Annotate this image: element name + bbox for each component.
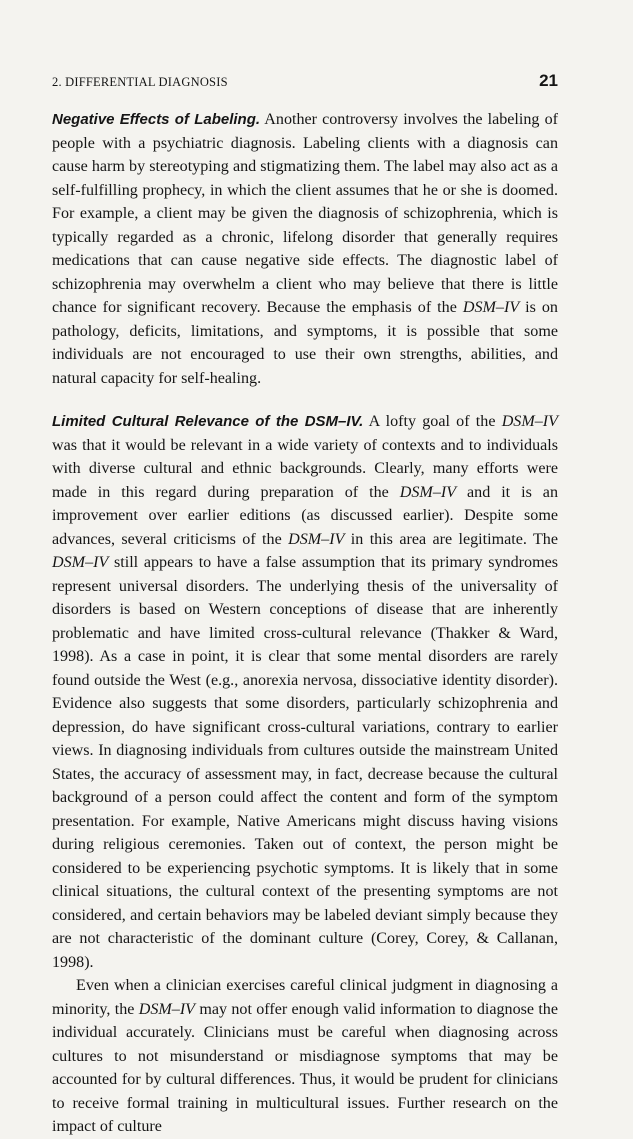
section-heading: Negative Effects of Labeling.: [52, 111, 261, 128]
paragraph-labeling: [52, 108, 558, 390]
paragraph-text: still appears to have a false assumption that its primary syndromes represent universal disorders. The underlying thesis of the universality of disorders is based on Western conceptions of disease that are inherently problematic and have limited cross-cultural relevance (Thakker & Ward, 1998). As a case in point, it is clear that some mental disorders are rarely found outside the West (e.g., anorexia nervosa, dissociative identity disorder). Evidence also suggests that some disorders, particularly schizophrenia and depression, do have significant cross-cultural variations, contrary to earlier views. In diagnosing individuals from cultures outside the mainstream United States, the accuracy of assessment may, in fact, decrease because the cultural background of a person could affect the content and form of the symptom presentation. For example, Native Americans might discuss having visions during religious ceremonies. Taken out of context, the person might be considered to be experiencing psychotic symptoms. It is likely that in some clinical situations, the cultural context of the presenting symptoms are not considered, and certain behaviors may be labeled deviant simply because they are not characteristic of the dominant culture (Corey, Corey, & Callanan, 1998).: [52, 554, 558, 971]
paragraph-cultural-relevance: [52, 410, 558, 974]
section-heading: Limited Cultural Relevance of the DSM–IV.: [52, 413, 364, 430]
paragraph-text: Even when a clinician exercises careful clinical judgment in diagnosing a minority, the: [52, 977, 558, 1018]
paragraph-text: may not offer enough valid information to diagnose the individual accurately. Clinicians must be careful when diagnosing across cultures to not misunderstand or misdiagnose symptoms that may be accounted for by cultural differences. Thus, it would be prudent for clinicians to receive formal training in multicultural issues. Further research on the impact of culture: [52, 1000, 558, 1135]
paragraph-text: was that it would be relevant in a wide variety of contexts and to individuals with diverse cultural and ethnic backgrounds. Clearly, many efforts were made in this regard during preparation of the: [52, 436, 558, 501]
paragraph-text: and it is an improvement over earlier editions (as discussed earlier). Despite some advances, several criticisms of the: [52, 483, 558, 548]
paragraph-text: is on pathology, deficits, limitations, and symptoms, it is possible that some individuals are not encouraged to use their own strengths, abilities, and natural capacity for self-healing.: [52, 299, 558, 387]
paragraph-text: A lofty goal of the: [363, 413, 502, 430]
paragraph-text: Another controversy involves the labeling of people with a psychiatric diagnosis. Labeling clients with a diagnosis can cause harm by stereotyping and stigmatizing them. The label may also act as a self-fulfilling prophecy, in which the client assumes that he or she is doomed. For example, a client may be given the diagnosis of schizophrenia, which is typically regarded as a chronic, lifelong disorder that generally requires medications that can cause negative side effects. The diagnostic label of schizophrenia may overwhelm a client who may believe that there is little chance for significant recovery. Because the emphasis of the: [52, 111, 558, 316]
body-text: [52, 108, 558, 1139]
italic-term: DSM–IV: [138, 1000, 196, 1018]
paragraph-clinician-judgment: [52, 974, 558, 1139]
paragraph-text: in this area are legitimate. The: [344, 530, 558, 548]
italic-term: DSM–IV: [501, 413, 558, 430]
page-number: 21: [539, 71, 558, 90]
chapter-title: 2. DIFFERENTIAL DIAGNOSIS: [52, 75, 228, 89]
italic-term: DSM–IV: [52, 554, 109, 571]
italic-term: DSM–IV: [288, 530, 345, 548]
running-head: [52, 72, 558, 92]
italic-term: DSM–IV: [399, 483, 457, 501]
italic-term: DSM–IV: [462, 299, 520, 316]
